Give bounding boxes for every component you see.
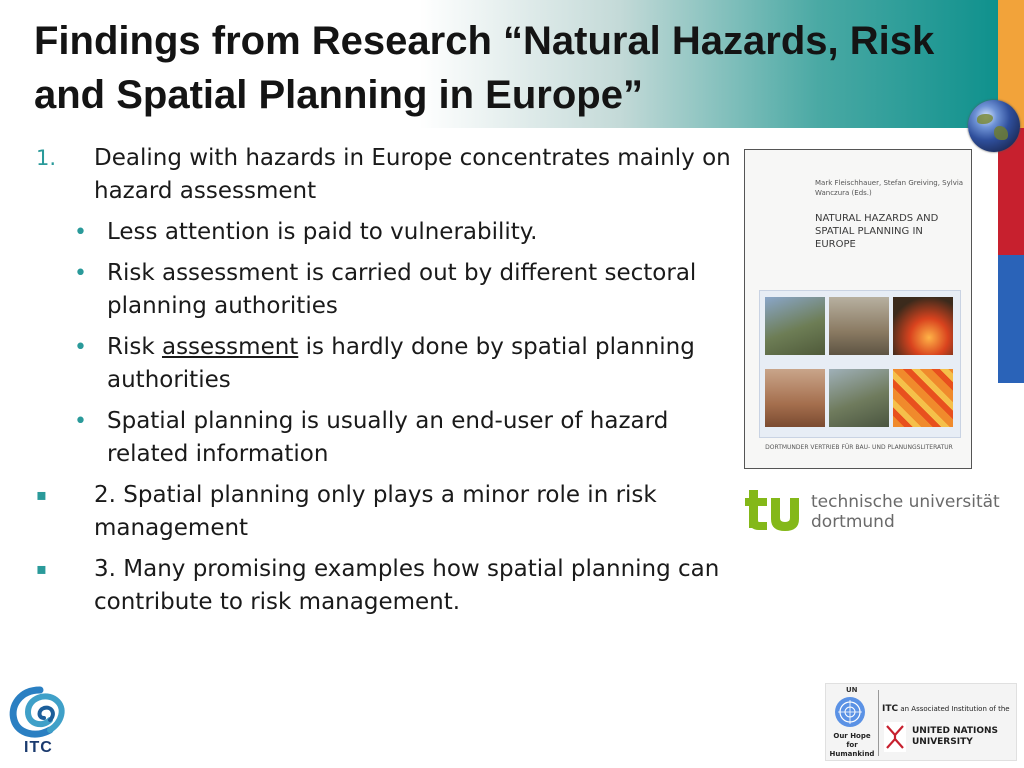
tu-logo-line1: technische universität [811, 492, 1000, 512]
unu-association-text [882, 704, 1016, 714]
list-item-text: 2. Spatial planning only plays a minor role in risk management [94, 482, 657, 541]
photo-damaged-building [765, 369, 825, 427]
sub-list-item-text: Risk assessment is carried out by different sectoral planning authorities [107, 260, 697, 319]
side-bar-blue [998, 255, 1024, 383]
book-title: NATURAL HAZARDS AND SPATIAL PLANNING IN EUROPE [815, 213, 939, 250]
un-emblem-icon [834, 696, 866, 728]
tu-logo-text [811, 492, 1000, 532]
unu-mark-icon [884, 722, 906, 752]
bullet-icon: • [74, 409, 87, 434]
photo-forest-fire [893, 297, 953, 355]
un-slogan: Our Hope for Humankind [829, 732, 875, 758]
bullet-icon: • [74, 335, 87, 360]
book-editors: Mark Fleischhauer, Stefan Greiving, Sylvia Wanczura (Eds.) [815, 179, 964, 197]
itc-logo [6, 684, 76, 762]
text-fragment: is hardly done by spatial planning authorities [107, 334, 695, 393]
sub-list-item-text: Spatial planning is usually an end-user of hazard related information [107, 408, 669, 467]
tu-dortmund-logo [745, 488, 1015, 536]
slide-title: Findings from Research “Natural Hazards, Risk and Spatial Planning in Europe” [34, 19, 935, 117]
unu-name [912, 726, 1016, 748]
un-label: UN [846, 686, 858, 694]
photo-landscape [765, 297, 825, 355]
book-photo-collage [759, 290, 961, 438]
list-item-text: Dealing with hazards in Europe concentrates mainly on hazard assessment [94, 145, 731, 204]
list-item [36, 479, 732, 545]
itc-abbrev: ITC [882, 704, 899, 714]
photo-hazard-map [893, 369, 953, 427]
photo-flood-street [829, 297, 889, 355]
sub-list-item [36, 331, 732, 397]
bullet-icon: • [74, 220, 87, 245]
sub-list-item [36, 405, 732, 471]
list-item [36, 553, 732, 619]
book-publisher: DORTMUNDER VERTRIEB FÜR BAU- UND PLANUNGSLITERATUR [765, 444, 953, 451]
list-item-text: 3. Many promising examples how spatial planning can contribute to risk management. [94, 556, 720, 615]
photo-landslide [829, 369, 889, 427]
itc-swirl-icon [6, 684, 76, 740]
bullet-icon: • [74, 261, 87, 286]
book-cover [744, 149, 972, 469]
logo-divider [878, 690, 879, 756]
unu-name-line2: UNIVERSITY [912, 737, 973, 747]
square-bullet-icon: ▪ [36, 559, 47, 578]
association-phrase: an Associated Institution of the [900, 705, 1010, 713]
sub-list-item-text: Less attention is paid to vulnerability. [107, 219, 538, 245]
list-number: 1. [36, 146, 57, 170]
sub-list-item [36, 257, 732, 323]
unu-name-line1: UNITED NATIONS [912, 726, 999, 736]
underlined-word: assessment [161, 334, 299, 360]
itc-logo-text: ITC [24, 739, 53, 756]
sub-list-item [36, 216, 732, 249]
text-fragment: Risk [107, 334, 162, 360]
tu-logo-line2: dortmund [811, 512, 895, 532]
findings-list [36, 142, 732, 627]
sub-list-item-text [107, 334, 695, 393]
tu-logo-icon [745, 488, 803, 532]
globe-icon [968, 100, 1020, 152]
unu-logo [825, 683, 1017, 761]
list-item [36, 142, 732, 208]
square-bullet-icon: ▪ [36, 485, 47, 504]
